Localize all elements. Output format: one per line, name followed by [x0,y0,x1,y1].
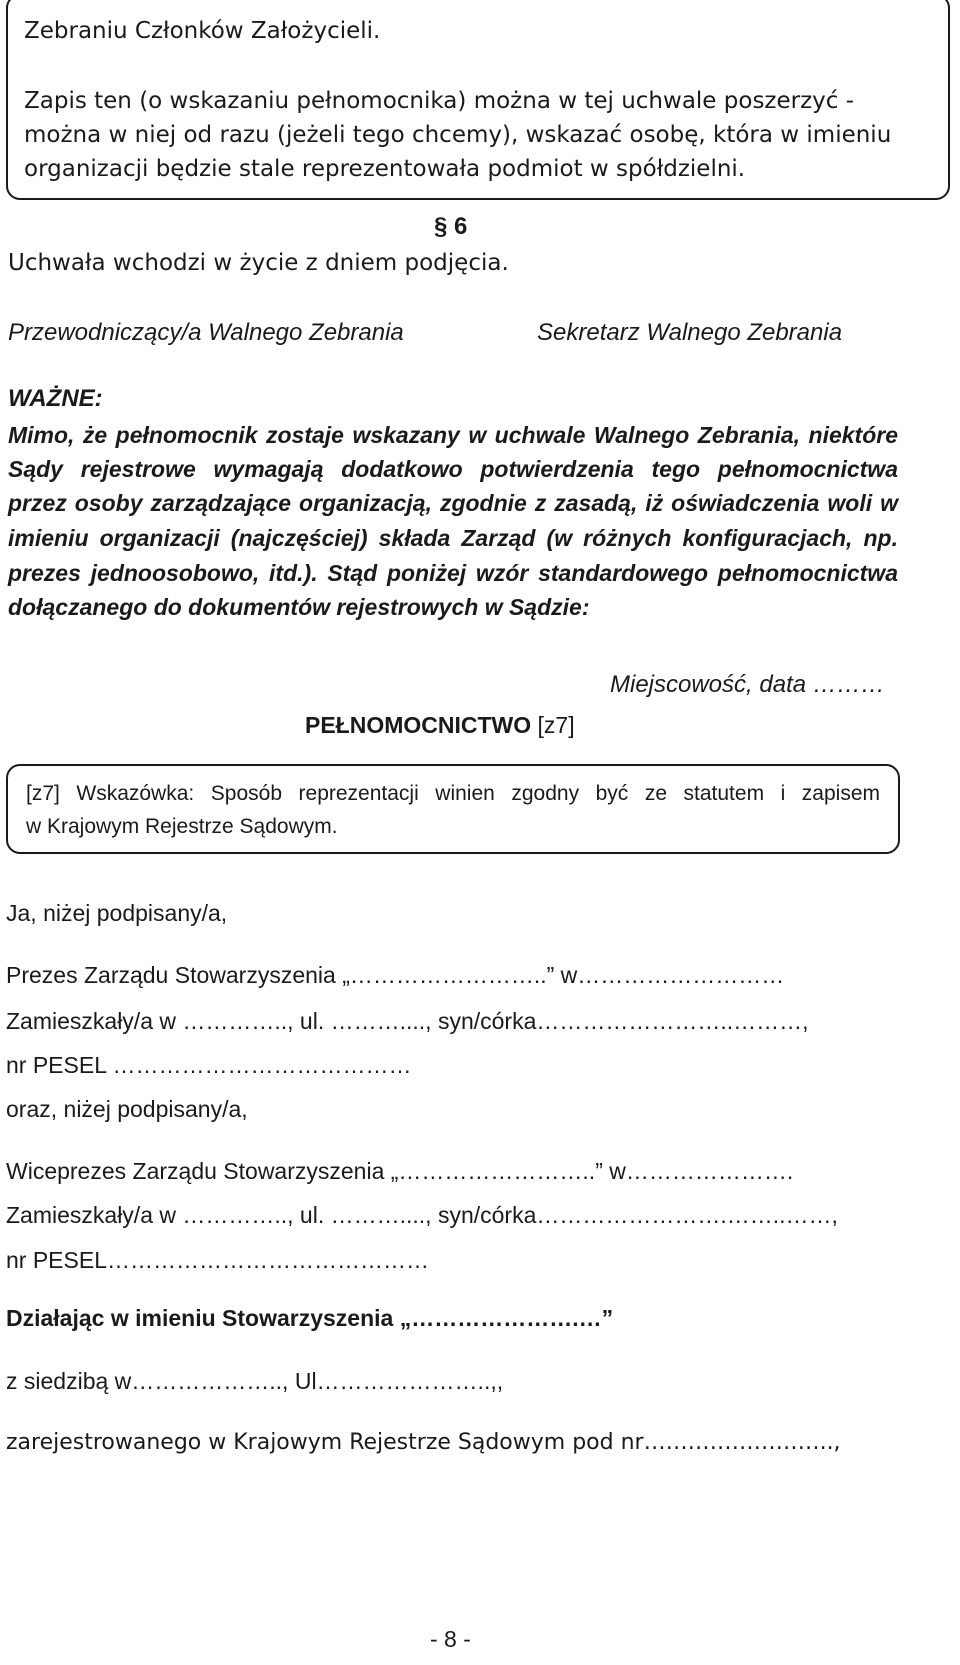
form-prezes-line: Prezes Zarządu Stowarzyszenia „……………………..” w……………………… [6,962,785,988]
hint-line: w Krajowym Rejestrze Sądowym. [26,815,338,838]
document-title-text: PEŁNOMOCNICTWO [305,712,532,738]
hint-line: [z7] Wskazówka: Sposób reprezentacji winien zgodny być ze statutem i zapisem [26,782,880,805]
page-number: - 8 - [430,1626,471,1652]
form-intro: oraz, niżej podpisany/a, [6,1096,248,1122]
place-date: Miejscowość, data ……… [610,671,885,698]
form-pesel-line: nr PESEL ………………………………… [6,1052,412,1078]
section-heading: § 6 [434,213,468,240]
form-intro: Ja, niżej podpisany/a, [6,900,228,926]
signature-secretary: Sekretarz Walnego Zebrania [537,319,843,346]
top-box-line: Zebraniu Członków Założycieli. [24,18,381,44]
form-registered-line: zarejestrowanego w Krajowym Rejestrze Sądowym pod nr…………………….., [6,1430,841,1455]
section-text: Uchwała wchodzi w życie z dniem podjęcia. [8,250,509,276]
document-title [305,710,575,740]
top-box-para-line: organizacji będzie stale reprezentowała podmiot w spółdzielni. [24,156,746,182]
top-box-para-line: Zapis ten (o wskazaniu pełnomocnika) można w tej uchwale poszerzyć - [24,88,855,114]
important-line: przez osoby zarządzające organizacją, zgodnie z zasadą, iż oświadczenia woli w [8,490,898,516]
important-line: prezes jednoosobowo, itd.). Stąd poniżej wzór standardowego pełnomocnictwa [8,560,898,586]
form-pesel-line: nr PESEL…………………………………… [6,1247,429,1273]
important-line: Mimo, że pełnomocnik zostaje wskazany w uchwale Walnego Zebrania, niektóre [8,422,898,448]
important-line: Sądy rejestrowe wymagają dodatkowo potwierdzenia tego pełnomocnictwa [8,456,898,482]
form-acting-line: Działając w imieniu Stowarzyszenia „………………….…” [6,1305,614,1331]
important-label: WAŻNE: [8,385,103,412]
important-line: dołączanego do dokumentów rejestrowych w Sądzie: [8,594,590,620]
footnote-ref: [z7] [537,712,575,738]
signature-chair: Przewodniczący/a Walnego Zebrania [8,319,404,346]
top-box-para-line: można w niej od razu (jeżeli tego chcemy), wskazać osobę, która w imieniu [24,122,892,148]
form-address-line: Zamieszkały/a w ………….., ul. ………...., syn/córka……………………..………, [6,1008,809,1034]
form-seat-line: z siedzibą w……………….., Ul…………………..,, [6,1368,504,1394]
form-address-line: Zamieszkały/a w ………….., ul. ………...., syn/córka…………………….……..……, [6,1202,838,1228]
important-line: imieniu organizacji (najczęściej) składa Zarząd (w różnych konfiguracjach, np. [8,525,898,551]
form-wiceprezes-line: Wiceprezes Zarządu Stowarzyszenia „……………………..” w…………………. [6,1158,794,1184]
